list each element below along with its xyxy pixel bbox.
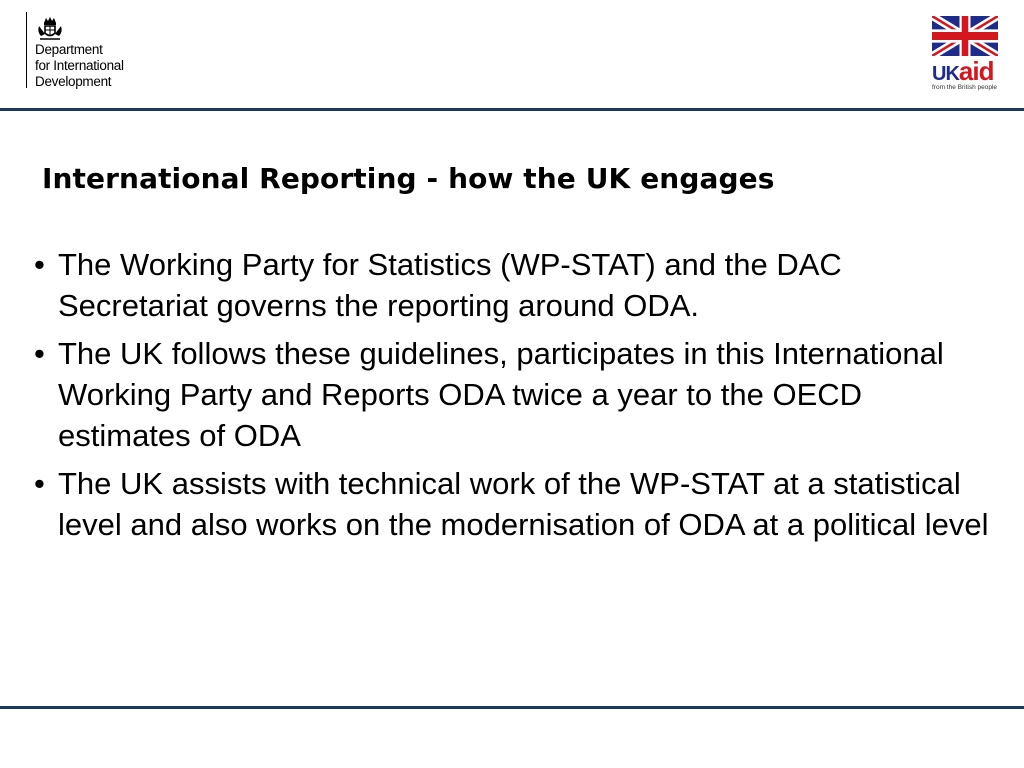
royal-crest-icon bbox=[35, 14, 65, 44]
department-line: for International bbox=[35, 58, 124, 73]
union-jack-icon bbox=[932, 16, 998, 56]
ukaid-logo bbox=[932, 16, 1000, 94]
dfid-logo bbox=[26, 12, 124, 89]
bullet-item bbox=[34, 333, 994, 456]
bullet-item bbox=[34, 463, 994, 545]
bullet-item bbox=[34, 244, 994, 326]
bullet-dot: • bbox=[34, 336, 45, 371]
department-line: Department bbox=[35, 42, 103, 57]
ukaid-uk: UK bbox=[932, 63, 959, 85]
department-name bbox=[35, 42, 175, 90]
bullet-text: The UK follows these guidelines, participates in this International Working Party and Reports ODA twice a year to the OECD estimates of ODA bbox=[58, 336, 944, 453]
bullet-dot: • bbox=[34, 247, 45, 282]
department-line: Development bbox=[35, 74, 112, 89]
footer-divider bbox=[0, 706, 1024, 709]
bullet-text: The Working Party for Statistics (WP-STAT) and the DAC Secretariat governs the reporting around ODA. bbox=[58, 247, 842, 323]
header-divider bbox=[0, 108, 1024, 111]
bullet-dot: • bbox=[34, 466, 45, 501]
bullet-list bbox=[34, 244, 994, 552]
bullet-text: The UK assists with technical work of the WP-STAT at a statistical level and also works on the modernisation of ODA at a political level bbox=[58, 466, 989, 542]
ukaid-aid: aid bbox=[958, 56, 994, 86]
ukaid-tagline: from the British people bbox=[932, 84, 998, 91]
slide-title: International Reporting - how the UK engages bbox=[42, 162, 775, 195]
